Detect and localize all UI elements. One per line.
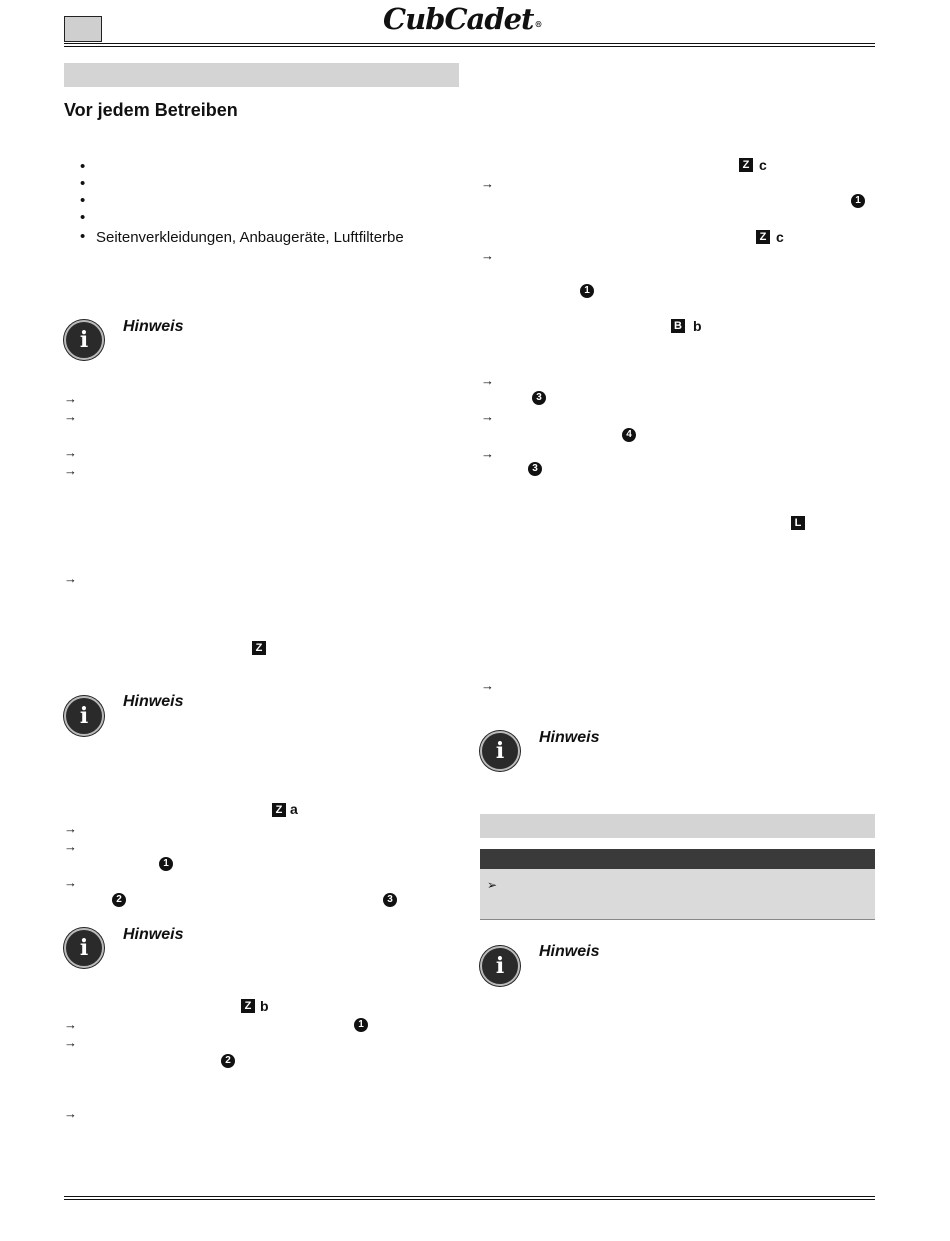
- hinweis-label: Hinweis: [123, 318, 184, 335]
- bullet-5: •: [80, 228, 86, 245]
- arrow-right-icon: →: [64, 571, 77, 586]
- warning-panel: [480, 869, 875, 920]
- figure-ref-suffix-c: c: [759, 157, 767, 173]
- info-icon: i: [480, 946, 520, 986]
- figure-ref-suffix-c: c: [776, 229, 784, 245]
- callout-1: 1: [354, 1018, 368, 1032]
- bullet-4: •: [80, 209, 86, 226]
- section-title-bar: [64, 63, 459, 87]
- figure-ref-z: Z: [241, 999, 255, 1013]
- hinweis-label: Hinweis: [123, 926, 184, 943]
- info-icon: i: [64, 696, 104, 736]
- footer-rule-top: [64, 1196, 875, 1197]
- arrow-right-icon: →: [64, 1017, 77, 1032]
- arrow-right-icon: →: [64, 821, 77, 836]
- arrow-right-icon: →: [64, 445, 77, 460]
- arrow-right-icon: →: [64, 409, 77, 424]
- callout-1: 1: [851, 194, 865, 208]
- callout-3: 3: [528, 462, 542, 476]
- figure-ref-z: Z: [252, 641, 266, 655]
- footer-rule-bottom: [64, 1199, 875, 1200]
- warning-header-bar: [480, 849, 875, 869]
- figure-ref-suffix-b: b: [260, 998, 269, 1014]
- section-heading: Vor jedem Betreiben: [64, 100, 238, 120]
- triangle-pointer-icon: ➢: [487, 878, 498, 892]
- bullet-2: •: [80, 175, 86, 192]
- hinweis-label: Hinweis: [539, 943, 600, 960]
- callout-4: 4: [622, 428, 636, 442]
- info-icon: i: [64, 928, 104, 968]
- header-rule-bottom: [64, 46, 875, 47]
- info-icon: i: [64, 320, 104, 360]
- figure-ref-b: B: [671, 319, 685, 333]
- figure-ref-z: Z: [739, 158, 753, 172]
- hinweis-label: Hinweis: [539, 729, 600, 746]
- arrow-right-icon: →: [481, 248, 494, 263]
- bullet-5-text: Seitenverkleidungen, Anbaugeräte, Luftfilterbe: [96, 229, 404, 246]
- arrow-right-icon: →: [481, 446, 494, 461]
- callout-2: 2: [112, 893, 126, 907]
- arrow-right-icon: →: [64, 1106, 77, 1121]
- arrow-right-icon: →: [64, 1035, 77, 1050]
- cub-cadet-logo: CubCadet®: [383, 2, 542, 36]
- info-icon: i: [480, 731, 520, 771]
- arrow-right-icon: →: [481, 373, 494, 388]
- figure-ref-suffix-b: b: [693, 318, 702, 334]
- arrow-right-icon: →: [64, 839, 77, 854]
- figure-ref-l: L: [791, 516, 805, 530]
- callout-3: 3: [532, 391, 546, 405]
- figure-ref-z: Z: [756, 230, 770, 244]
- page-number-box: [64, 16, 102, 42]
- callout-2: 2: [221, 1054, 235, 1068]
- bullet-3: •: [80, 192, 86, 209]
- arrow-right-icon: →: [481, 678, 494, 693]
- figure-ref-z: Z: [272, 803, 286, 817]
- header-rule-top: [64, 43, 875, 44]
- arrow-right-icon: →: [64, 875, 77, 890]
- section-bar-right: [480, 814, 875, 838]
- callout-1: 1: [159, 857, 173, 871]
- arrow-right-icon: →: [64, 463, 77, 478]
- callout-1: 1: [580, 284, 594, 298]
- arrow-right-icon: →: [481, 409, 494, 424]
- hinweis-label: Hinweis: [123, 693, 184, 710]
- arrow-right-icon: →: [481, 176, 494, 191]
- bullet-1: •: [80, 158, 86, 175]
- callout-3: 3: [383, 893, 397, 907]
- arrow-right-icon: →: [64, 391, 77, 406]
- figure-ref-suffix-a: a: [290, 801, 298, 817]
